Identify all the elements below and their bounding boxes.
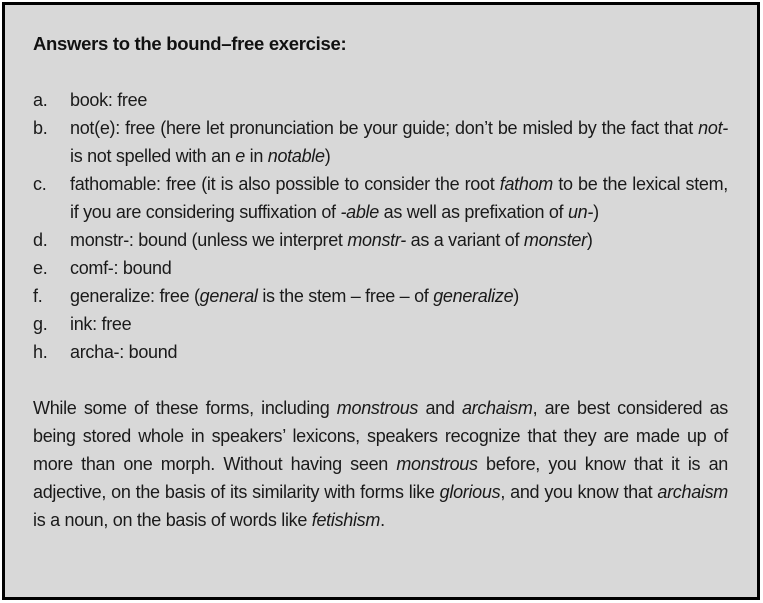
item-label: b. [33, 118, 48, 138]
list-item-d [33, 226, 728, 254]
discussion-paragraph: While some of these forms, including monstrous and archaism, are best considered as being stored whole in speakers’ lexicons, speakers recognize that they are made up of more than one morph. Without having seen monstrous before, you know that it is an adjective, on the basis of its similarity with forms like glorious, and you know that archaism is a noun, on the basis of words like fetishism. [33, 398, 728, 530]
item-text: monstr-: bound (unless we interpret monstr- as a variant of monster) [70, 230, 593, 250]
item-text: book: free [70, 90, 148, 110]
list-item-f [33, 282, 728, 310]
answer-list [33, 86, 728, 366]
item-text: comf-: bound [70, 258, 172, 278]
item-text: not(e): free (here let pronunciation be your guide; don’t be misled by the fact that not- is not spelled with an e in notable) [70, 118, 728, 166]
list-item-c [33, 170, 728, 226]
item-label: h. [33, 342, 48, 362]
item-label: g. [33, 314, 48, 334]
list-item-g [33, 310, 728, 338]
item-label: c. [33, 174, 47, 194]
list-item-b [33, 114, 728, 170]
item-label: e. [33, 258, 48, 278]
item-label: f. [33, 286, 43, 306]
list-item-h [33, 338, 728, 366]
list-item-a [33, 86, 728, 114]
item-text: generalize: free (general is the stem – free – of generalize) [70, 286, 519, 306]
item-label: d. [33, 230, 48, 250]
list-item-e [33, 254, 728, 282]
item-text: archa-: bound [70, 342, 178, 362]
answer-box-title: Answers to the bound–free exercise: [33, 33, 347, 54]
item-text: fathomable: free (it is also possible to consider the root fathom to be the lexical stem, if you are considering suffixation of -able as well as prefixation of un-) [70, 174, 729, 222]
item-label: a. [33, 90, 48, 110]
item-text: ink: free [70, 314, 132, 334]
answer-box [2, 2, 760, 600]
